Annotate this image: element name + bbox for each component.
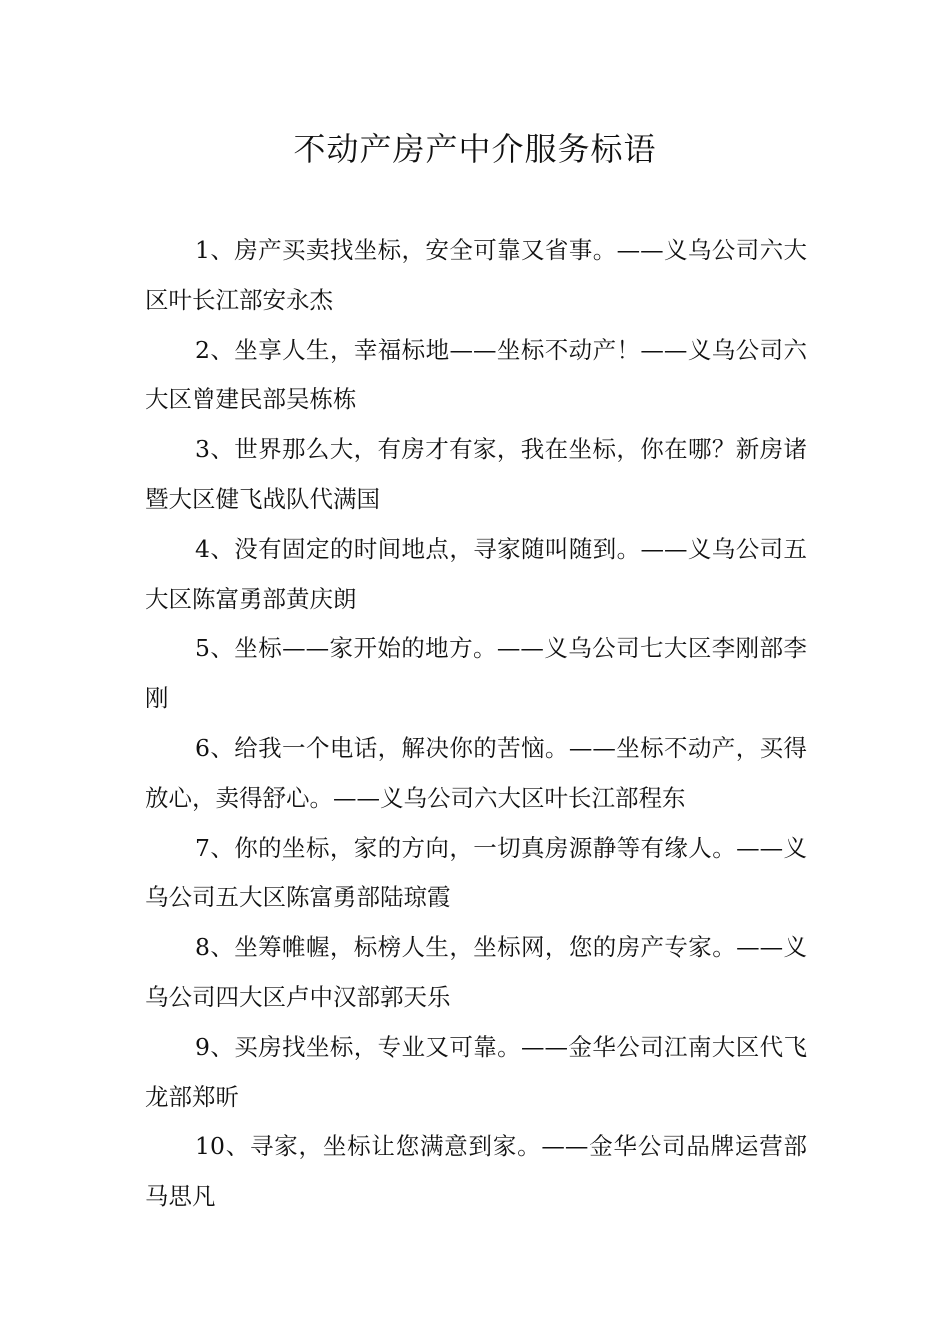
slogan-item-5: 5、坐标——家开始的地方。——义乌公司七大区李刚部李刚: [145, 634, 807, 713]
slogan-item-7: 7、你的坐标，家的方向，一切真房源静等有缘人。——义乌公司五大区陈富勇部陆琼霞: [145, 833, 807, 912]
slogan-item-1: 1、房产买卖找坐标，安全可靠又省事。——义乌公司六大区叶长江部安永杰: [145, 236, 807, 314]
slogan-item-10: 10、寻家，坐标让您满意到家。——金华公司品牌运营部马思凡: [145, 1132, 807, 1211]
slogan-item-4: 4、没有固定的时间地点，寻家随叫随到。——义乌公司五大区陈富勇部黄庆朗: [145, 534, 807, 613]
slogan-item-8: 8、坐筹帷幄，标榜人生，坐标网，您的房产专家。——义乌公司四大区卢中汉部郭天乐: [145, 933, 807, 1011]
slogan-item-3: 3、世界那么大，有房才有家，我在坐标，你在哪？新房诸暨大区健飞战队代满国: [145, 435, 807, 513]
document-title: 不动产房产中介服务标语: [293, 130, 657, 168]
slogan-item-6: 6、给我一个电话，解决你的苦恼。——坐标不动产，买得放心，卖得舒心。——义乌公司六大区叶长江部程东: [145, 733, 807, 812]
slogan-item-9: 9、买房找坐标，专业又可靠。——金华公司江南大区代飞龙部郑昕: [145, 1032, 807, 1111]
slogan-item-2: 2、坐享人生，幸福标地——坐标不动产！——义乌公司六大区曾建民部吴栋栋: [145, 335, 807, 414]
slogan-list: [145, 226, 807, 1222]
